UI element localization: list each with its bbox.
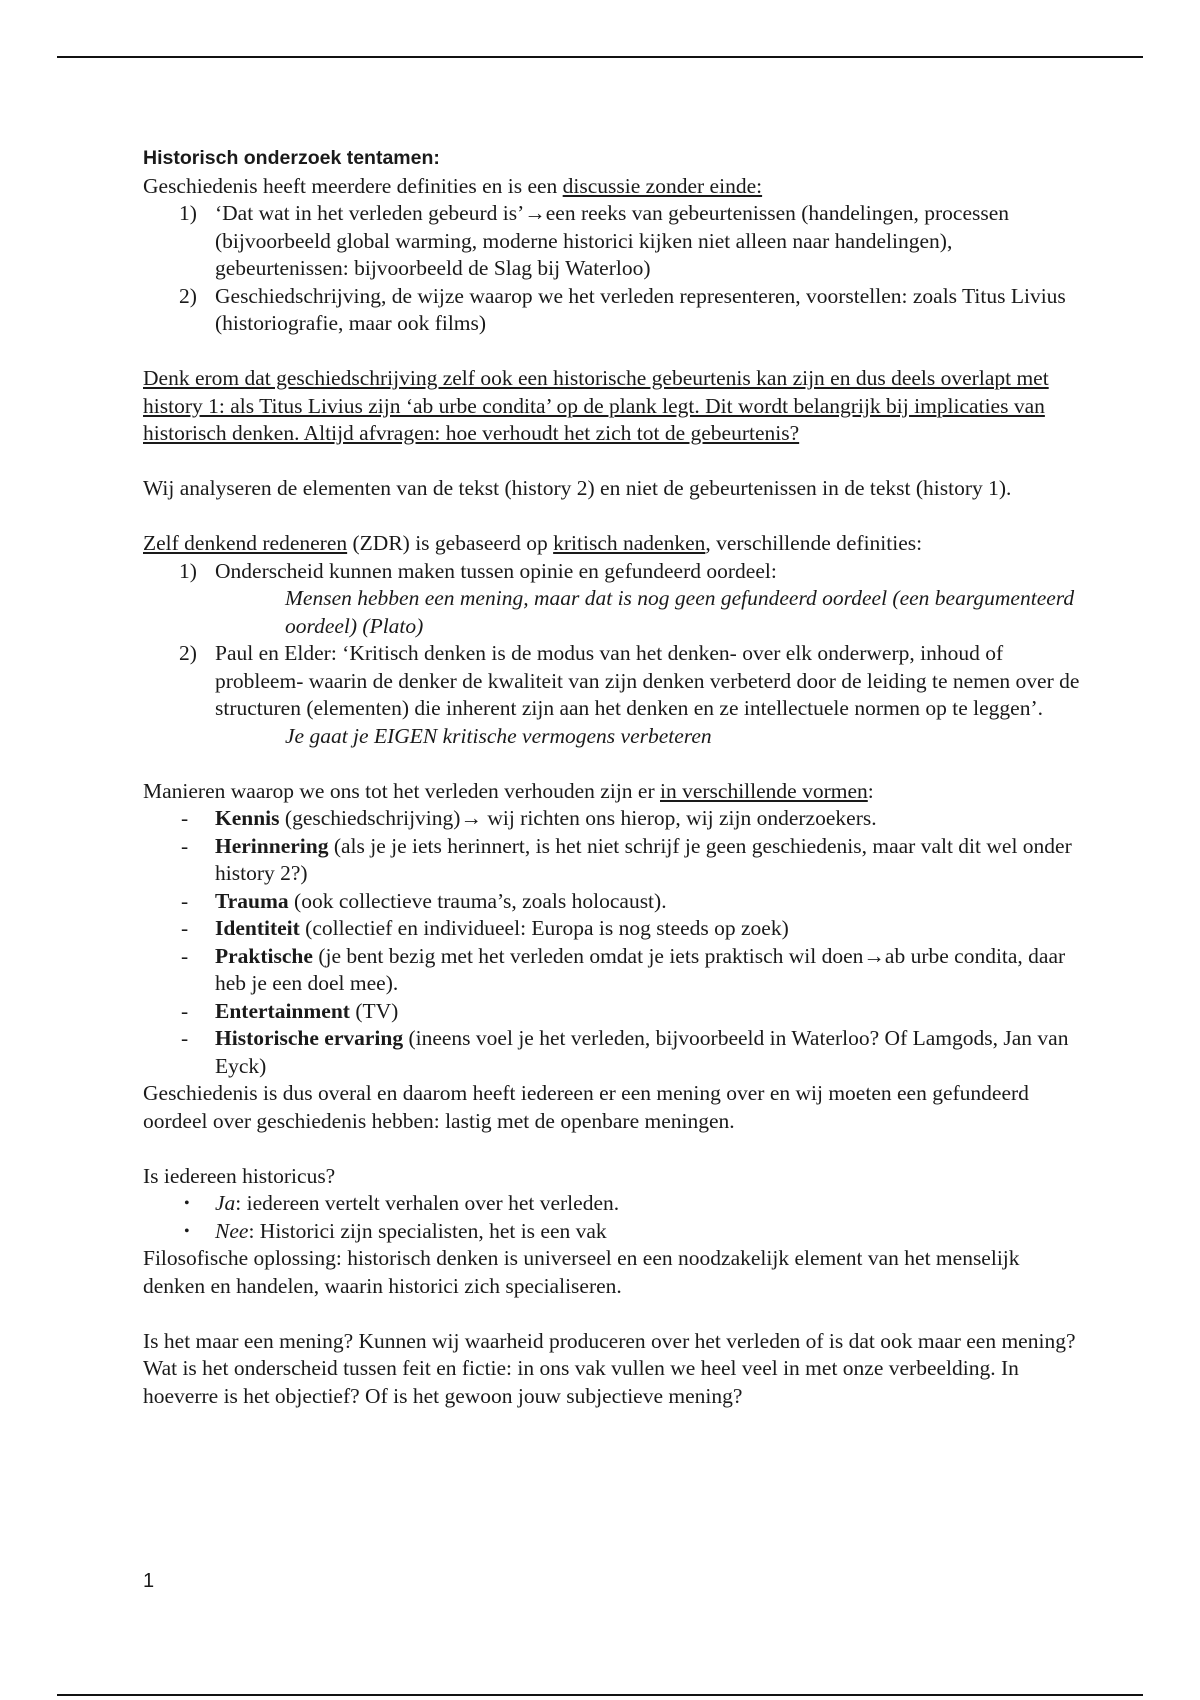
list-item: 2) Paul en Elder: ‘Kritisch denken is de modus van het denken- over elk onderwerp, inhoud of probleem- waarin de denker de kwaliteit van zijn denken verbeterd door de leiding te nemen over de structuren (elementen) die inherent zijn aan het denken en ze intellectuele normen op te leggen’.: [179, 641, 1080, 720]
header-rule: [57, 56, 1143, 58]
historian-list: [143, 1190, 1083, 1245]
solution-paragraph: Filosofische oplossing: historisch denken is universeel en een noodzakelijk element van het menselijk denken en handelen, waarin historici zich specialiseren.: [143, 1246, 1020, 1298]
list-item: - Identiteit (collectief en individueel: Europa is nog steeds op zoek): [181, 916, 789, 940]
list-item: - Kennis (geschiedschrijving)→ wij richten ons hierop, wij zijn onderzoekers.: [181, 806, 877, 830]
list-item: - Entertainment (TV): [181, 998, 399, 1023]
zdr-list: [143, 558, 1083, 586]
opinion-paragraph: Is het maar een mening? Kunnen wij waarheid produceren over het verleden of is dat ook maar een mening? Wat is het onderscheid tussen feit en fictie: in ons vak vullen we heel veel in met onze verbeelding. In hoeverre is het objectief? Of is het gewoon jouw subjectieve mening?: [143, 1328, 1076, 1408]
zdr-paragraph: Zelf denkend redeneren (ZDR) is gebaseerd op kritisch nadenken, verschillende definities:: [143, 531, 923, 555]
analysis-paragraph: Wij analyseren de elementen van de tekst (history 2) en niet de gebeurtenissen in de tekst (history 1).: [143, 476, 1012, 500]
bullet-icon: •: [184, 1222, 190, 1240]
arrow-icon: →: [460, 806, 482, 830]
arrow-icon: →: [524, 201, 546, 225]
intro-paragraph: Geschiedenis heeft meerdere definities en is een discussie zonder einde:: [143, 173, 763, 198]
forms-list: [143, 805, 1083, 1080]
list-item: - Praktische (je bent bezig met het verleden omdat je iets praktisch wil doen→ab urbe condita, daar heb je een doel mee).: [181, 943, 1066, 995]
list-item: 1) ‘Dat wat in het verleden gebeurd is’→een reeks van gebeurtenissen (handelingen, processen (bijvoorbeeld global warming, moderne historici kijken niet alleen naar handelingen), gebeurtenissen: bijvoorbeeld de Slag bij Waterloo): [179, 201, 1010, 280]
bullet-icon: •: [184, 1195, 190, 1212]
list-item: • Ja: iedereen vertelt verhalen over het verleden.: [143, 1190, 1083, 1218]
list-item: - Historische ervaring (ineens voel je het verleden, bijvoorbeeld in Waterloo? Of Lamgods, Jan van Eyck): [181, 1026, 1069, 1078]
list-item: - Herinnering (als je je iets herinnert, is het niet schrijf je geen geschiedenis, maar valt dit wel onder history 2?): [181, 833, 1072, 885]
page-number: 1: [143, 1570, 155, 1592]
definition-list: [143, 200, 1083, 338]
list-item: - Trauma (ook collectieve trauma’s, zoals holocaust).: [181, 888, 667, 913]
quote: Je gaat je EIGEN kritische vermogens verbeteren: [285, 723, 712, 748]
note-paragraph: Denk erom dat geschiedschrijving zelf ook een historische gebeurtenis kan zijn en dus deels overlapt met history 1: als Titus Livius zijn ‘ab urbe condita’ op de plank legt. Dit wordt belangrijk bij implicaties van historisch denken. Altijd afvragen: hoe verhoudt het zich tot de gebeurtenis?: [143, 366, 1049, 445]
list-item: 2) Geschiedschrijving, de wijze waarop we het verleden representeren, voorstellen: zoals Titus Livius (historiografie, maar ook films): [179, 283, 1066, 335]
arrow-icon: →: [863, 943, 885, 968]
list-item: • Nee: Historici zijn specialisten, het is een vak: [143, 1218, 1083, 1246]
historian-question: Is iedereen historicus?: [143, 1163, 336, 1188]
zdr-list-continued: [143, 640, 1083, 723]
list-item: 1) Onderscheid kunnen maken tussen opinie en gefundeerd oordeel:: [179, 558, 777, 583]
everywhere-paragraph: Geschiedenis is dus overal en daarom heeft iedereen er een mening over en wij moeten een gefundeerd oordeel over geschiedenis hebben: lastig met de openbare meningen.: [143, 1081, 1029, 1133]
document-body: [143, 145, 1083, 1410]
intro-underlined: discussie zonder einde:: [562, 173, 763, 198]
quote: Mensen hebben een mening, maar dat is nog geen gefundeerd oordeel (een beargumenteerd oordeel) (Plato): [285, 586, 1075, 638]
forms-paragraph: Manieren waarop we ons tot het verleden verhouden zijn er in verschillende vormen:: [143, 778, 874, 803]
footer-rule: [57, 1694, 1143, 1696]
document-title: Historisch onderzoek tentamen:: [143, 147, 440, 169]
